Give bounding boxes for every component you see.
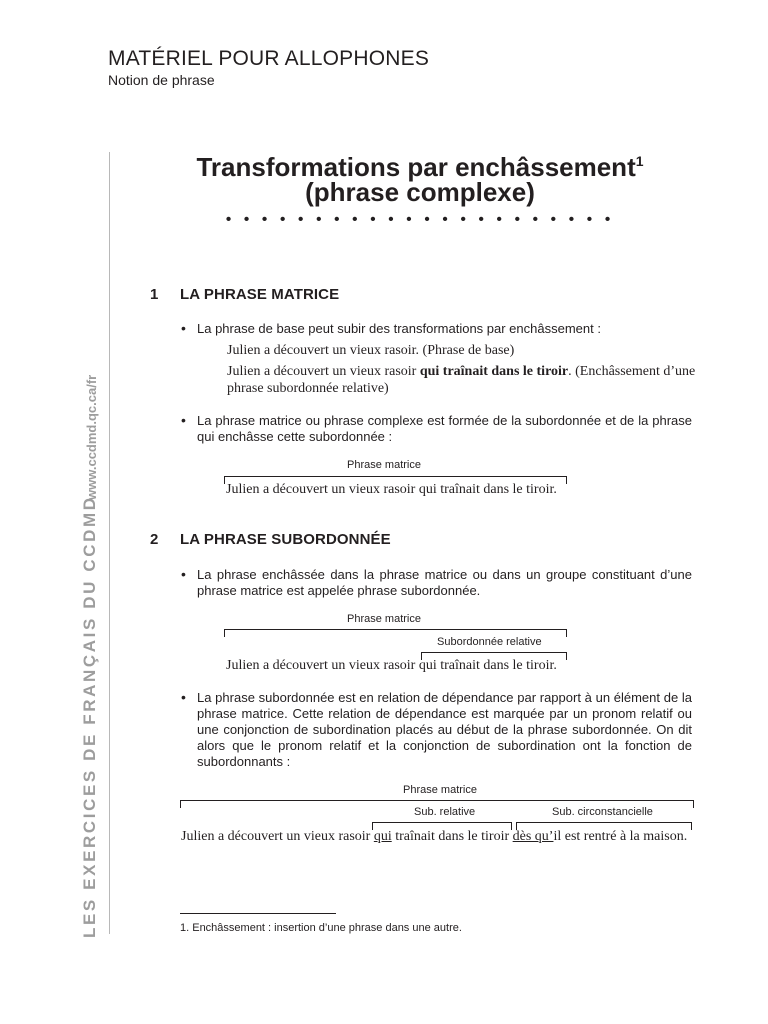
section2-bullet1: La phrase enchâssée dans la phrase matrice ou dans un groupe constituant d’une phrase matrice est appelée phrase subordonnée. [197, 567, 692, 598]
sidebar-rule [109, 152, 110, 934]
diagram1-label: Phrase matrice [347, 459, 421, 471]
section1-bullet1: La phrase de base peut subir des transformations par enchâssement : [197, 321, 601, 336]
diagram2-sentence-a: Julien a découvert un vieux rasoir [226, 658, 419, 673]
diagram3-label-circ: Sub. circonstancielle [552, 806, 653, 818]
section1-title: LA PHRASE MATRICE [180, 286, 340, 303]
section1-example2 [227, 363, 697, 397]
bullet: • [181, 689, 186, 705]
footnote-rule [180, 913, 336, 914]
example2-pre: Julien a découvert un vieux rasoir [227, 364, 420, 379]
bullet: • [181, 412, 186, 428]
header-title: MATÉRIEL POUR ALLOPHONES [108, 47, 430, 70]
diagram3-subordinant-qui: qui [373, 829, 392, 844]
section2-bullet2: La phrase subordonnée est en relation de dépendance par rapport à un élément de la phrase matrice. Cette relation de dépendance est marquée par un pronom relatif ou une conjonction de subordination placés au début de la phrase subordonnée. On dit alors que le pronom relatif et la conjonction de subordination ont la fonction de subordonnants : [197, 690, 692, 769]
sidebar-brand: LES EXERCICES DE FRANÇAIS DU CCDMD [80, 495, 99, 938]
footnote-mark: 1 [635, 153, 644, 169]
title-dots: • • • • • • • • • • • • • • • • • • • • • • [225, 211, 615, 228]
header-subtitle: Notion de phrase [108, 72, 215, 88]
diagram3-sentence [181, 828, 687, 845]
diagram2-sentence [226, 657, 557, 674]
diagram3-part3: il est rentré à la maison. [553, 829, 688, 844]
section1-number: 1 [150, 286, 159, 303]
section2-title: LA PHRASE SUBORDONNÉE [180, 531, 391, 548]
diagram3-part1: Julien a découvert un vieux rasoir [181, 829, 374, 844]
example2-post: . (Enchâssement d’une phrase subordonnée relative) [227, 364, 696, 396]
diagram2-sentence-b: qui traînait dans le tiroir. [418, 658, 557, 673]
section2-number: 2 [150, 531, 159, 548]
diagram3-subordinant-desqu: dès qu’ [512, 829, 554, 844]
diagram3-label-rel: Sub. relative [414, 806, 476, 818]
diagram2-label-outer: Phrase matrice [347, 613, 421, 625]
diagram3-label-outer: Phrase matrice [403, 784, 477, 796]
page-title-line1: Transformations par enchâssement [196, 152, 636, 182]
page-subtitle: (phrase complexe) [305, 177, 535, 207]
diagram3-part2: traînait dans le tiroir [391, 829, 513, 844]
diagram2-label-inner: Subordonnée relative [437, 636, 542, 648]
example2-bold: qui traînait dans le tiroir [419, 364, 569, 379]
footnote-text: 1. Enchâssement : insertion d’une phrase dans une autre. [180, 922, 462, 934]
bullet: • [181, 566, 186, 582]
diagram1-sentence: Julien a découvert un vieux rasoir qui traînait dans le tiroir. [226, 482, 557, 497]
bullet: • [181, 320, 186, 336]
section1-bullet2: La phrase matrice ou phrase complexe est formée de la subordonnée et de la phrase qui enchâsse cette subordonnée : [197, 413, 692, 444]
section1-example1: Julien a découvert un vieux rasoir. (Phrase de base) [227, 343, 515, 358]
